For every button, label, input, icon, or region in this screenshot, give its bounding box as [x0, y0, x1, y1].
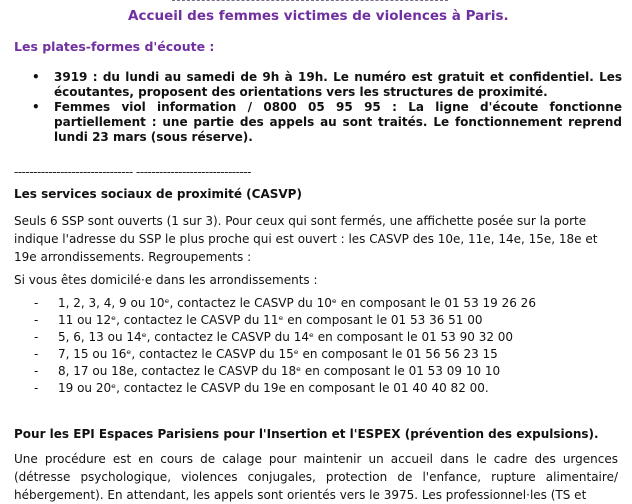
- casvp-item-text: 19 ou 20ᵉ, contactez le CASVP du 19e en composant le 01 40 40 82 00.: [58, 381, 489, 395]
- list-item: [34, 295, 614, 312]
- list-item: [34, 329, 614, 346]
- dash-marker: -: [34, 313, 39, 327]
- section-subtitle-platforms: Les plates-formes d'écoute :: [14, 39, 215, 54]
- section-separator: ------------------------------- ------------------------------: [14, 165, 251, 179]
- top-dashed-rule: [172, 0, 448, 1]
- dash-marker: -: [34, 330, 39, 344]
- casvp-item-text: 1, 2, 3, 4, 9 ou 10ᵉ, contactez le CASVP du 10ᵉ en composant le 01 53 19 26 26: [58, 296, 536, 310]
- list-item: [34, 346, 614, 363]
- list-item: [32, 100, 622, 145]
- casvp-item-text: 11 ou 12ᵉ, contactez le CASVP du 11ᵉ en composant le 01 53 36 51 00: [58, 313, 483, 327]
- casvp-item-text: 5, 6, 13 ou 14ᵉ, contactez le CASVP du 14ᵉ en composant le 01 53 90 32 00: [58, 330, 514, 344]
- list-item: [34, 380, 614, 397]
- casvp-intro: Seuls 6 SSP sont ouverts (1 sur 3). Pour ceux qui sont fermés, une affichette posée sur la porte indique l'adresse du SSP le plus proche qui est ouvert : les CASVP des 10e, 11e, 14e, 15e, 18e et 19e arrondissements. Regroupements :: [14, 214, 598, 264]
- platform-text: Femmes viol information / 0800 05 95 95 : La ligne d'écoute fonctionne partiellement : une partie des appels au sont traités. Le fonctionnement reprend lundi 23 mars (sous réserve).: [54, 100, 622, 144]
- dash-marker: -: [34, 364, 39, 378]
- dash-marker: -: [34, 381, 39, 395]
- platforms-list: [32, 70, 622, 145]
- epi-paragraph: Une procédure est en cours de calage pour maintenir un accueil dans le cadre des urgences (détresse psychologique, violences conjugales, protection de l'enfance, rupture alimentaire/ hébergement). En attendant, les appels sont orientés vers le 3975. Les professionnel·les (TS et: [14, 452, 618, 502]
- page-title: Accueil des femmes victimes de violences à Paris.: [128, 8, 509, 24]
- casvp-domicile-text: Si vous êtes domicilé·e dans les arrondissements :: [14, 273, 318, 287]
- platform-text: 3919 : du lundi au samedi de 9h à 19h. Le numéro est gratuit et confidentiel. Les écoutantes, proposent des orientations vers les structures de proximité.: [54, 70, 622, 99]
- bullet-icon: •: [32, 100, 40, 114]
- casvp-heading: Les services sociaux de proximité (CASVP): [14, 187, 302, 201]
- bullet-icon: •: [32, 70, 40, 84]
- casvp-arrondissements-list: [34, 295, 614, 397]
- dash-marker: -: [34, 296, 39, 310]
- epi-heading: Pour les EPI Espaces Parisiens pour l'Insertion et l'ESPEX (prévention des expulsions).: [14, 427, 599, 441]
- dash-marker: -: [34, 347, 39, 361]
- list-item: [34, 363, 614, 380]
- list-item: [32, 70, 622, 100]
- list-item: [34, 312, 614, 329]
- casvp-item-text: 7, 15 ou 16ᵉ, contactez le CASVP du 15ᵉ en composant le 01 56 56 23 15: [58, 347, 498, 361]
- casvp-item-text: 8, 17 ou 18e, contactez le CASVP du 18ᵉ en composant le 01 53 09 10 10: [58, 364, 501, 378]
